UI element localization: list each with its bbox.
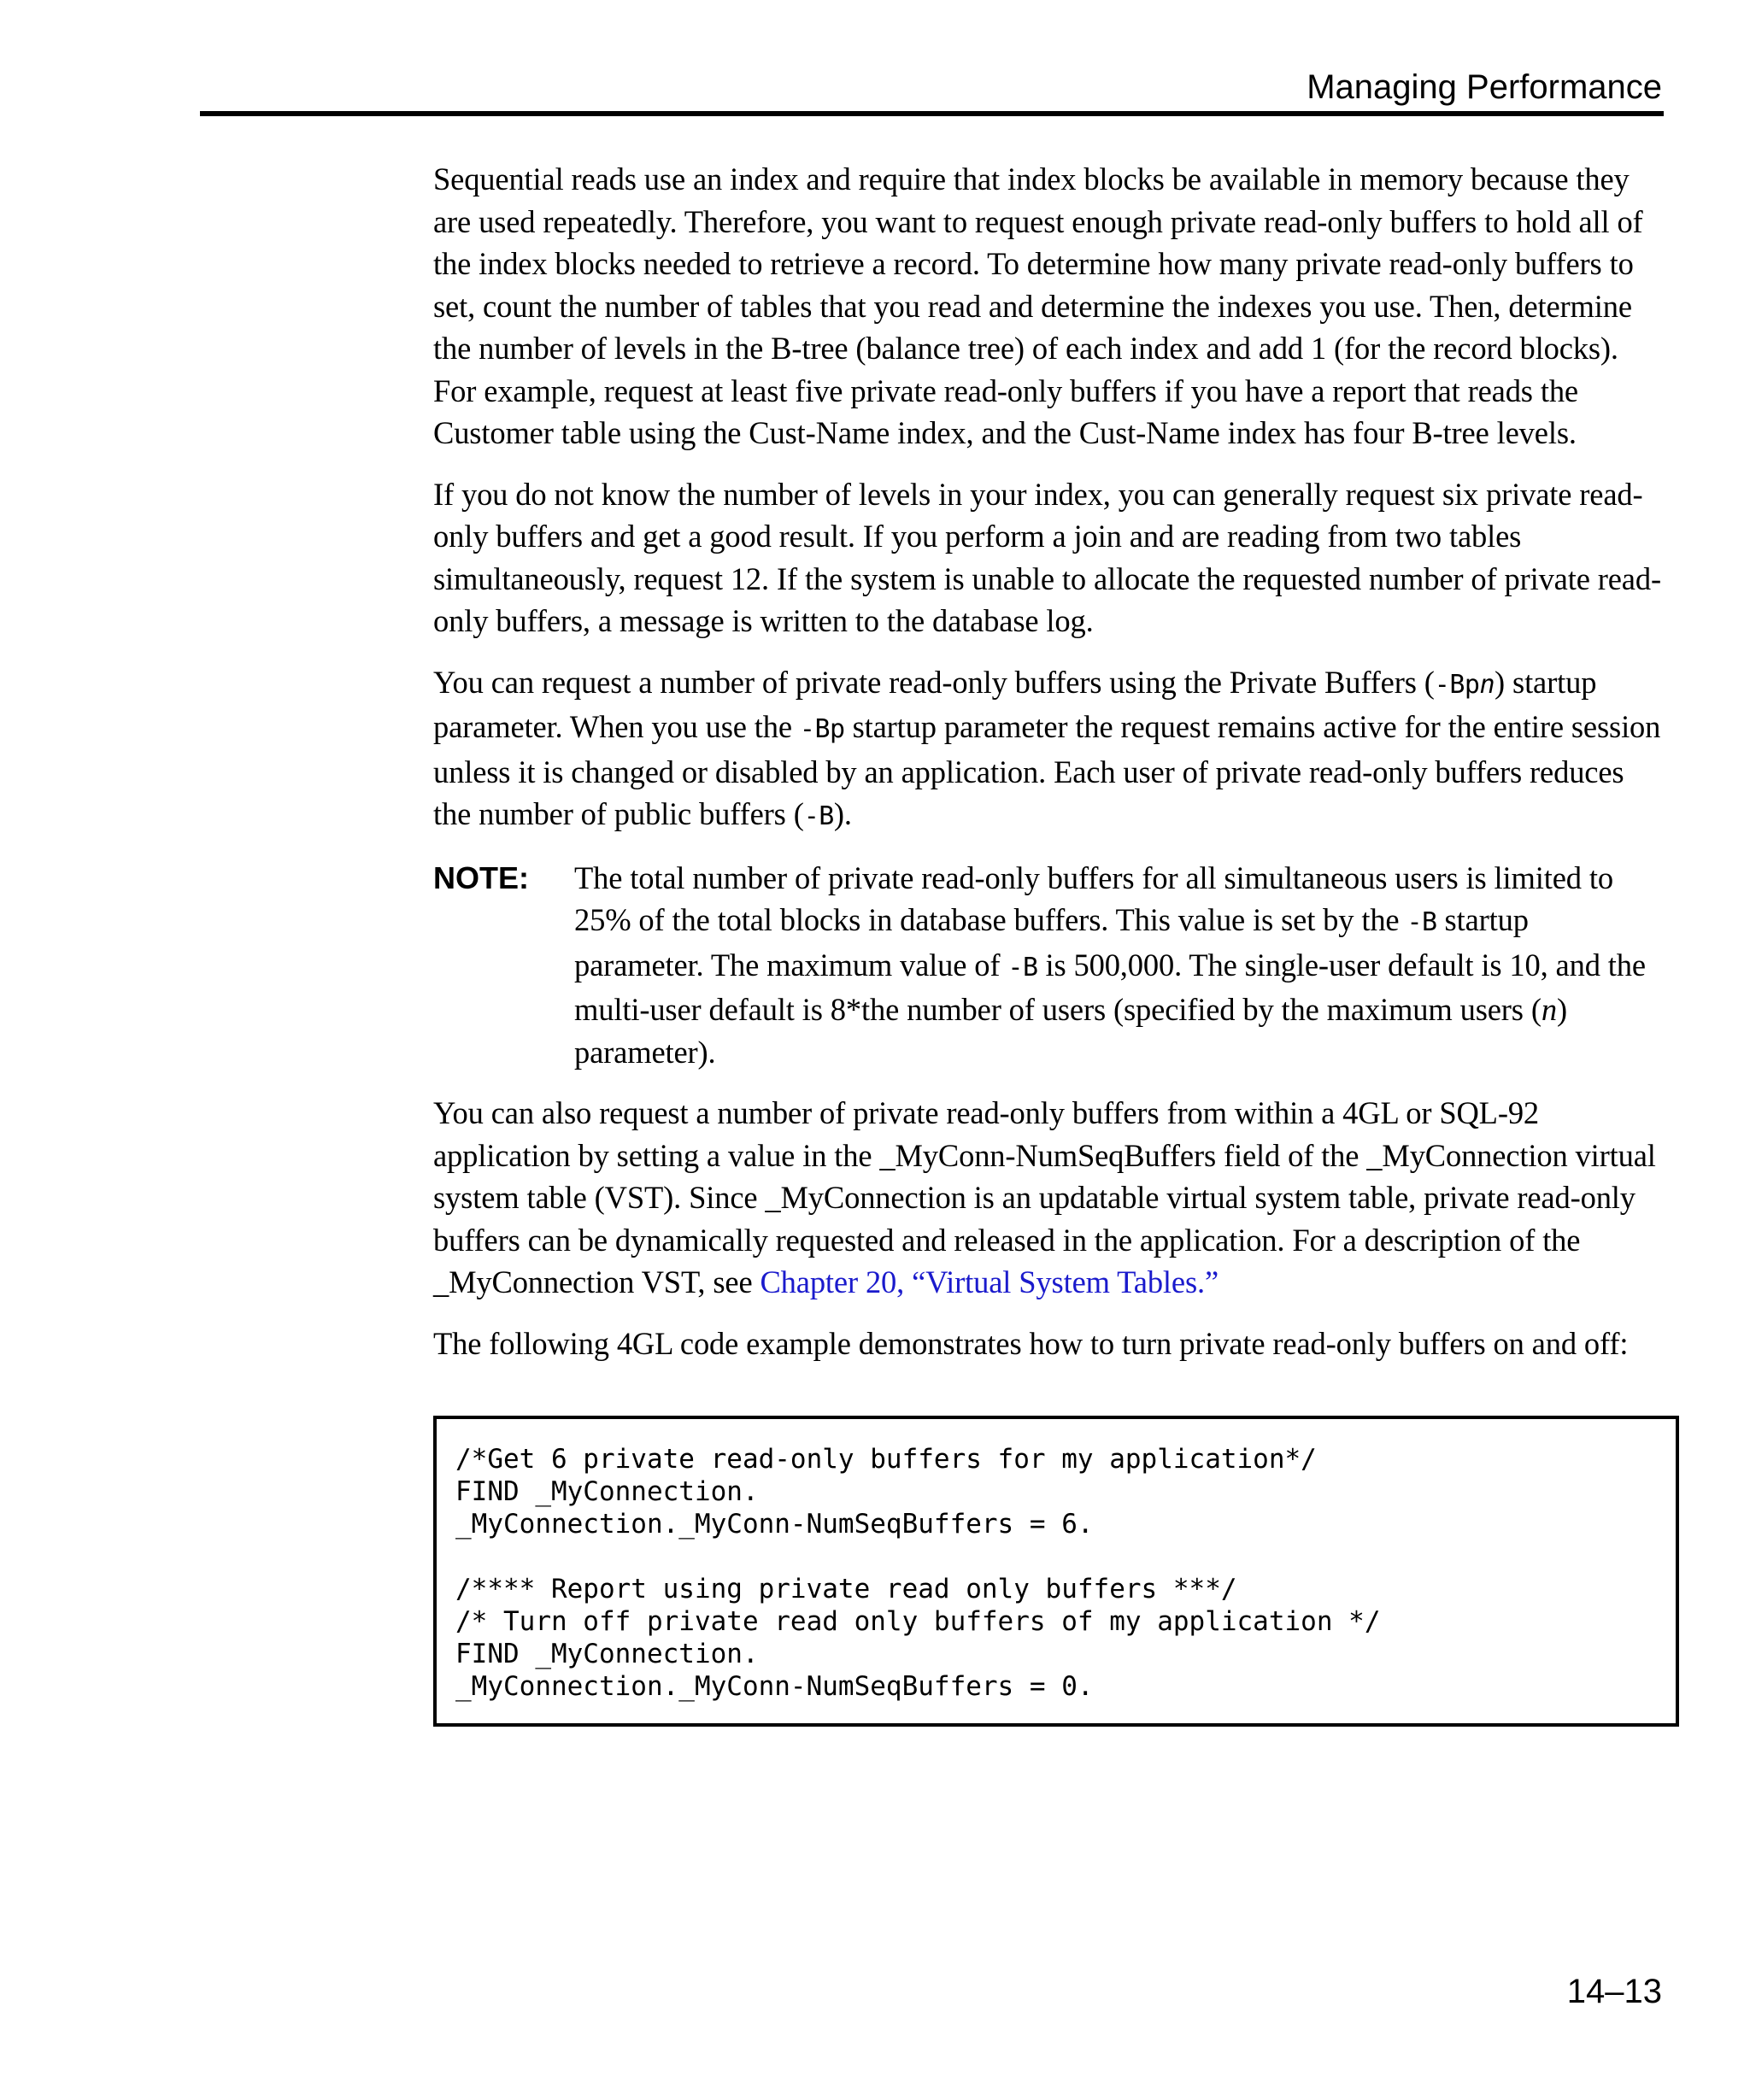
code-line: /**** Report using private read only buffers ***/ <box>455 1574 1237 1604</box>
page-body <box>433 158 1664 1727</box>
chapter-20-link[interactable]: Chapter 20, “Virtual System Tables.” <box>760 1264 1219 1299</box>
code-line: /* Turn off private read only buffers of my application */ <box>455 1606 1381 1637</box>
paragraph-index-levels: If you do not know the number of levels in your index, you can generally request six private read-only buffers and get a good result. If you perform a join and are reading from two tables simultaneously, request 12. If the system is unable to allocate the requested number of private read-only buffers, a message is written to the database log. <box>433 476 1661 638</box>
code-b: -B <box>1007 952 1038 983</box>
code-bp: -Bp <box>1434 669 1480 700</box>
code-line: _MyConnection._MyConn-NumSeqBuffers = 0. <box>455 1671 1094 1702</box>
text-run: ) startup parameter. When you use the <box>433 664 1597 744</box>
text-run: startup parameter the request remains active for the entire session unless it is changed or disabled by an application. Each user of private read-only buffers reduces the number of public buffers ( <box>433 709 1661 831</box>
text-run: is 500,000. The single-user default is 10, and the multi-user default is 8*the number of users (specified by the maximum users ( <box>574 947 1646 1027</box>
code-line: FIND _MyConnection. <box>455 1476 759 1507</box>
text-run: startup parameter. The maximum value of <box>574 902 1529 983</box>
text-run: The total number of private read-only buffers for all simultaneous users is limited to 25% of the total blocks in database buffers. This value is set by the <box>574 859 1613 937</box>
text-run: ) parameter). <box>574 992 1567 1070</box>
note-text <box>574 857 1664 1074</box>
code-line: FIND _MyConnection. <box>455 1639 759 1669</box>
text-run: ). <box>833 796 852 831</box>
code-line: /*Get 6 private read-only buffers for my application*/ <box>455 1444 1317 1475</box>
text-run: You can request a number of private read-only buffers using the Private Buffers ( <box>433 664 1435 700</box>
paragraph-sequential-reads: Sequential reads use an index and require that index blocks be available in memory because they are used repeatedly. Therefore, you want to request enough private read-only buffers to hold all of the index blocks needed to retrieve a record. To determine how many private read-only buffers to set, count the number of tables that you read and determine the indexes you use. Then, determine the number of levels in the B-tree (balance tree) of each index and add 1 (for the record blocks). For example, request at least five private read-only buffers if you have a report that reads the Customer table using the Cust-Name index, and the Cust-Name index has four B-tree levels. <box>433 161 1643 450</box>
paragraph-code-intro: The following 4GL code example demonstrates how to turn private read-only buffers on and off: <box>433 1325 1629 1361</box>
code-bp: -Bp <box>799 714 845 744</box>
code-line: _MyConnection._MyConn-NumSeqBuffers = 6. <box>455 1509 1094 1540</box>
italic-n: n <box>1541 992 1557 1027</box>
paragraph-myconnection-vst <box>433 1092 1664 1304</box>
running-head-title: Managing Performance <box>1307 68 1662 106</box>
code-example-box <box>433 1416 1679 1727</box>
paragraph-private-buffers-param <box>433 661 1664 838</box>
header-rule <box>200 111 1664 116</box>
text-run: You can also request a number of private read-only buffers from within a 4GL or SQL-92 application by setting a value in the _MyConn-NumSeqBuffers field of the _MyConnection virtual system table (VST). Since _MyConnection is an updatable virtual system table, private read-only buffers can be dynamically requested and released in the application. For a description of the _MyConnection VST, see <box>433 1095 1656 1299</box>
note-block <box>433 857 1664 1074</box>
code-line <box>455 1540 1676 1573</box>
code-b: -B <box>803 801 834 831</box>
note-label: NOTE: <box>433 859 529 895</box>
code-b: -B <box>1406 907 1437 937</box>
code-n: n <box>1479 669 1495 700</box>
page-number: 14–13 <box>1566 1973 1662 2010</box>
